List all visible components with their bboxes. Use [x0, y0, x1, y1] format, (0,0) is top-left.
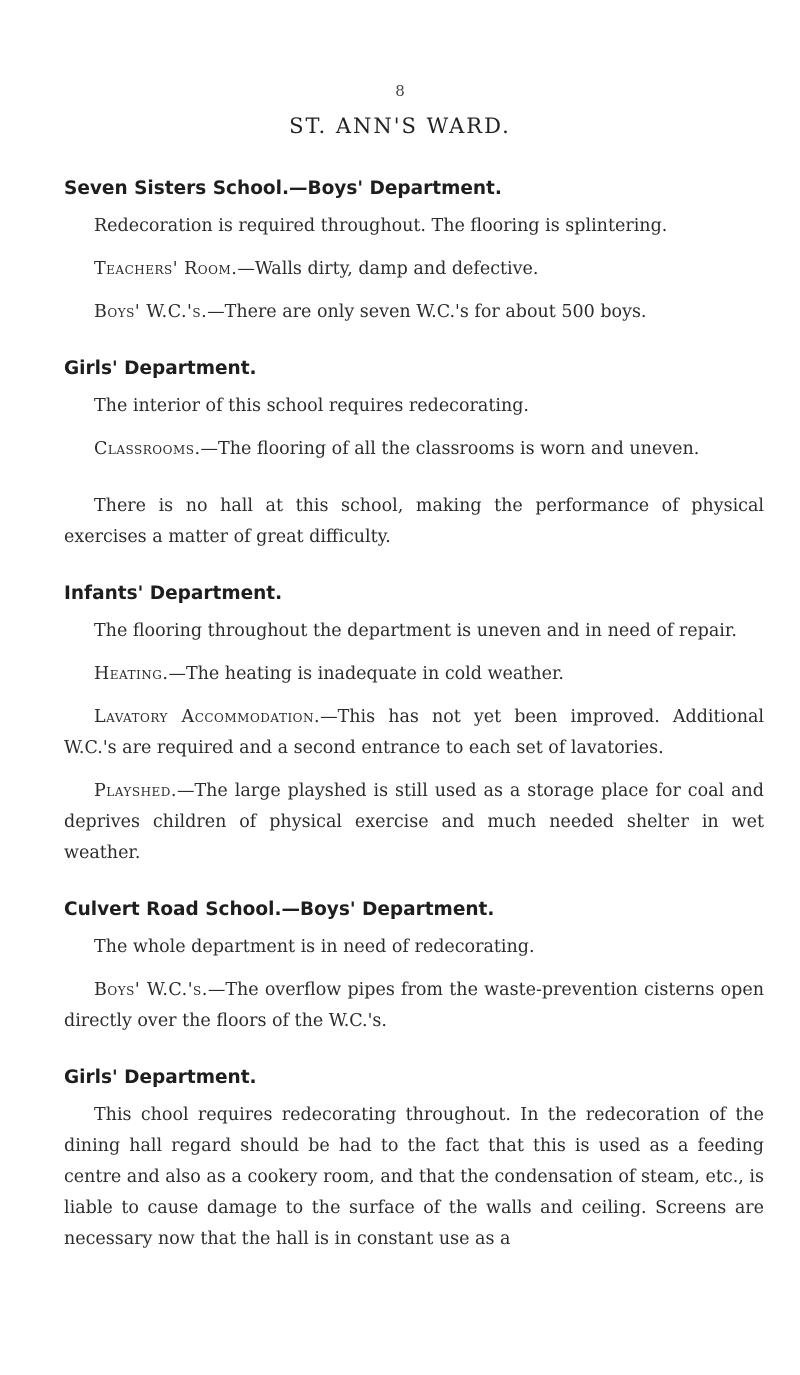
- paragraph: [64, 254, 764, 285]
- paragraph-text: —There are only seven W.C.'s for about 500 boys.: [207, 302, 647, 322]
- paragraph-lead: Classrooms.: [94, 439, 201, 459]
- paragraph: [64, 391, 764, 422]
- paragraph-text: There is no hall at this school, making the performance of physical exercises a matter of great difficulty.: [64, 496, 764, 547]
- paragraph: [64, 776, 764, 869]
- paragraph-text: —The flooring of all the classrooms is worn and uneven.: [200, 439, 700, 459]
- paragraph-text: —This has not yet been improved. Additional W.C.'s are required and a second entrance to each set of lavatories.: [64, 707, 764, 758]
- paragraph: [64, 211, 764, 242]
- paragraph-text: The interior of this school requires redecorating.: [94, 396, 529, 416]
- paragraph-lead: Boys' W.C.'s.: [94, 980, 208, 1000]
- paragraph-text: The flooring throughout the department is uneven and in need of repair.: [94, 621, 737, 641]
- paragraph: [64, 975, 764, 1037]
- paragraph-text: —The heating is inadequate in cold weather.: [168, 664, 564, 684]
- paragraph-lead: Teachers' Room.: [94, 259, 238, 279]
- paragraph: [64, 932, 764, 963]
- paragraph-lead: Lavatory Accommodation.: [94, 707, 321, 727]
- paragraph-lead: Heating.: [94, 664, 169, 684]
- paragraph: [64, 702, 764, 764]
- section-heading: Culvert Road School.—Boys' Department.: [64, 899, 495, 920]
- document-body: [64, 178, 764, 1255]
- paragraph: [64, 659, 764, 690]
- paragraph-text: This chool requires redecorating throughout. In the redecoration of the dining hall regard should be had to the fact that this is used as a feeding centre and also as a cookery room, and that the condensation of steam, etc., is liable to cause damage to the surface of the walls and ceiling. Screens are necessary now that the hall is in constant use as a: [64, 1105, 764, 1249]
- section-heading: Girls' Department.: [64, 358, 257, 379]
- paragraph-lead: Boys' W.C.'s.: [94, 302, 208, 322]
- paragraph: [64, 297, 764, 328]
- page-number: 8: [395, 82, 405, 100]
- paragraph: [64, 434, 764, 465]
- ward-title: ST. ANN'S WARD.: [289, 114, 511, 138]
- paragraph-text: —The large playshed is still used as a storage place for coal and deprives children of physical exercise and much needed shelter in wet weather.: [64, 781, 764, 863]
- paragraph-text: The whole department is in need of redecorating.: [94, 937, 535, 957]
- paragraph-text: —Walls dirty, damp and defective.: [237, 259, 539, 279]
- paragraph: [64, 1100, 764, 1255]
- paragraph-text: Redecoration is required throughout. The flooring is splintering.: [94, 216, 668, 236]
- section-heading: Seven Sisters School.—Boys' Department.: [64, 178, 502, 199]
- section-heading: Infants' Department.: [64, 583, 283, 604]
- paragraph-lead: Playshed.: [94, 781, 177, 801]
- paragraph-text: —The overflow pipes from the waste-prevention cisterns open directly over the floors of the W.C.'s.: [64, 980, 764, 1031]
- paragraph: [64, 616, 764, 647]
- section-heading: Girls' Department.: [64, 1067, 257, 1088]
- paragraph: [64, 491, 764, 553]
